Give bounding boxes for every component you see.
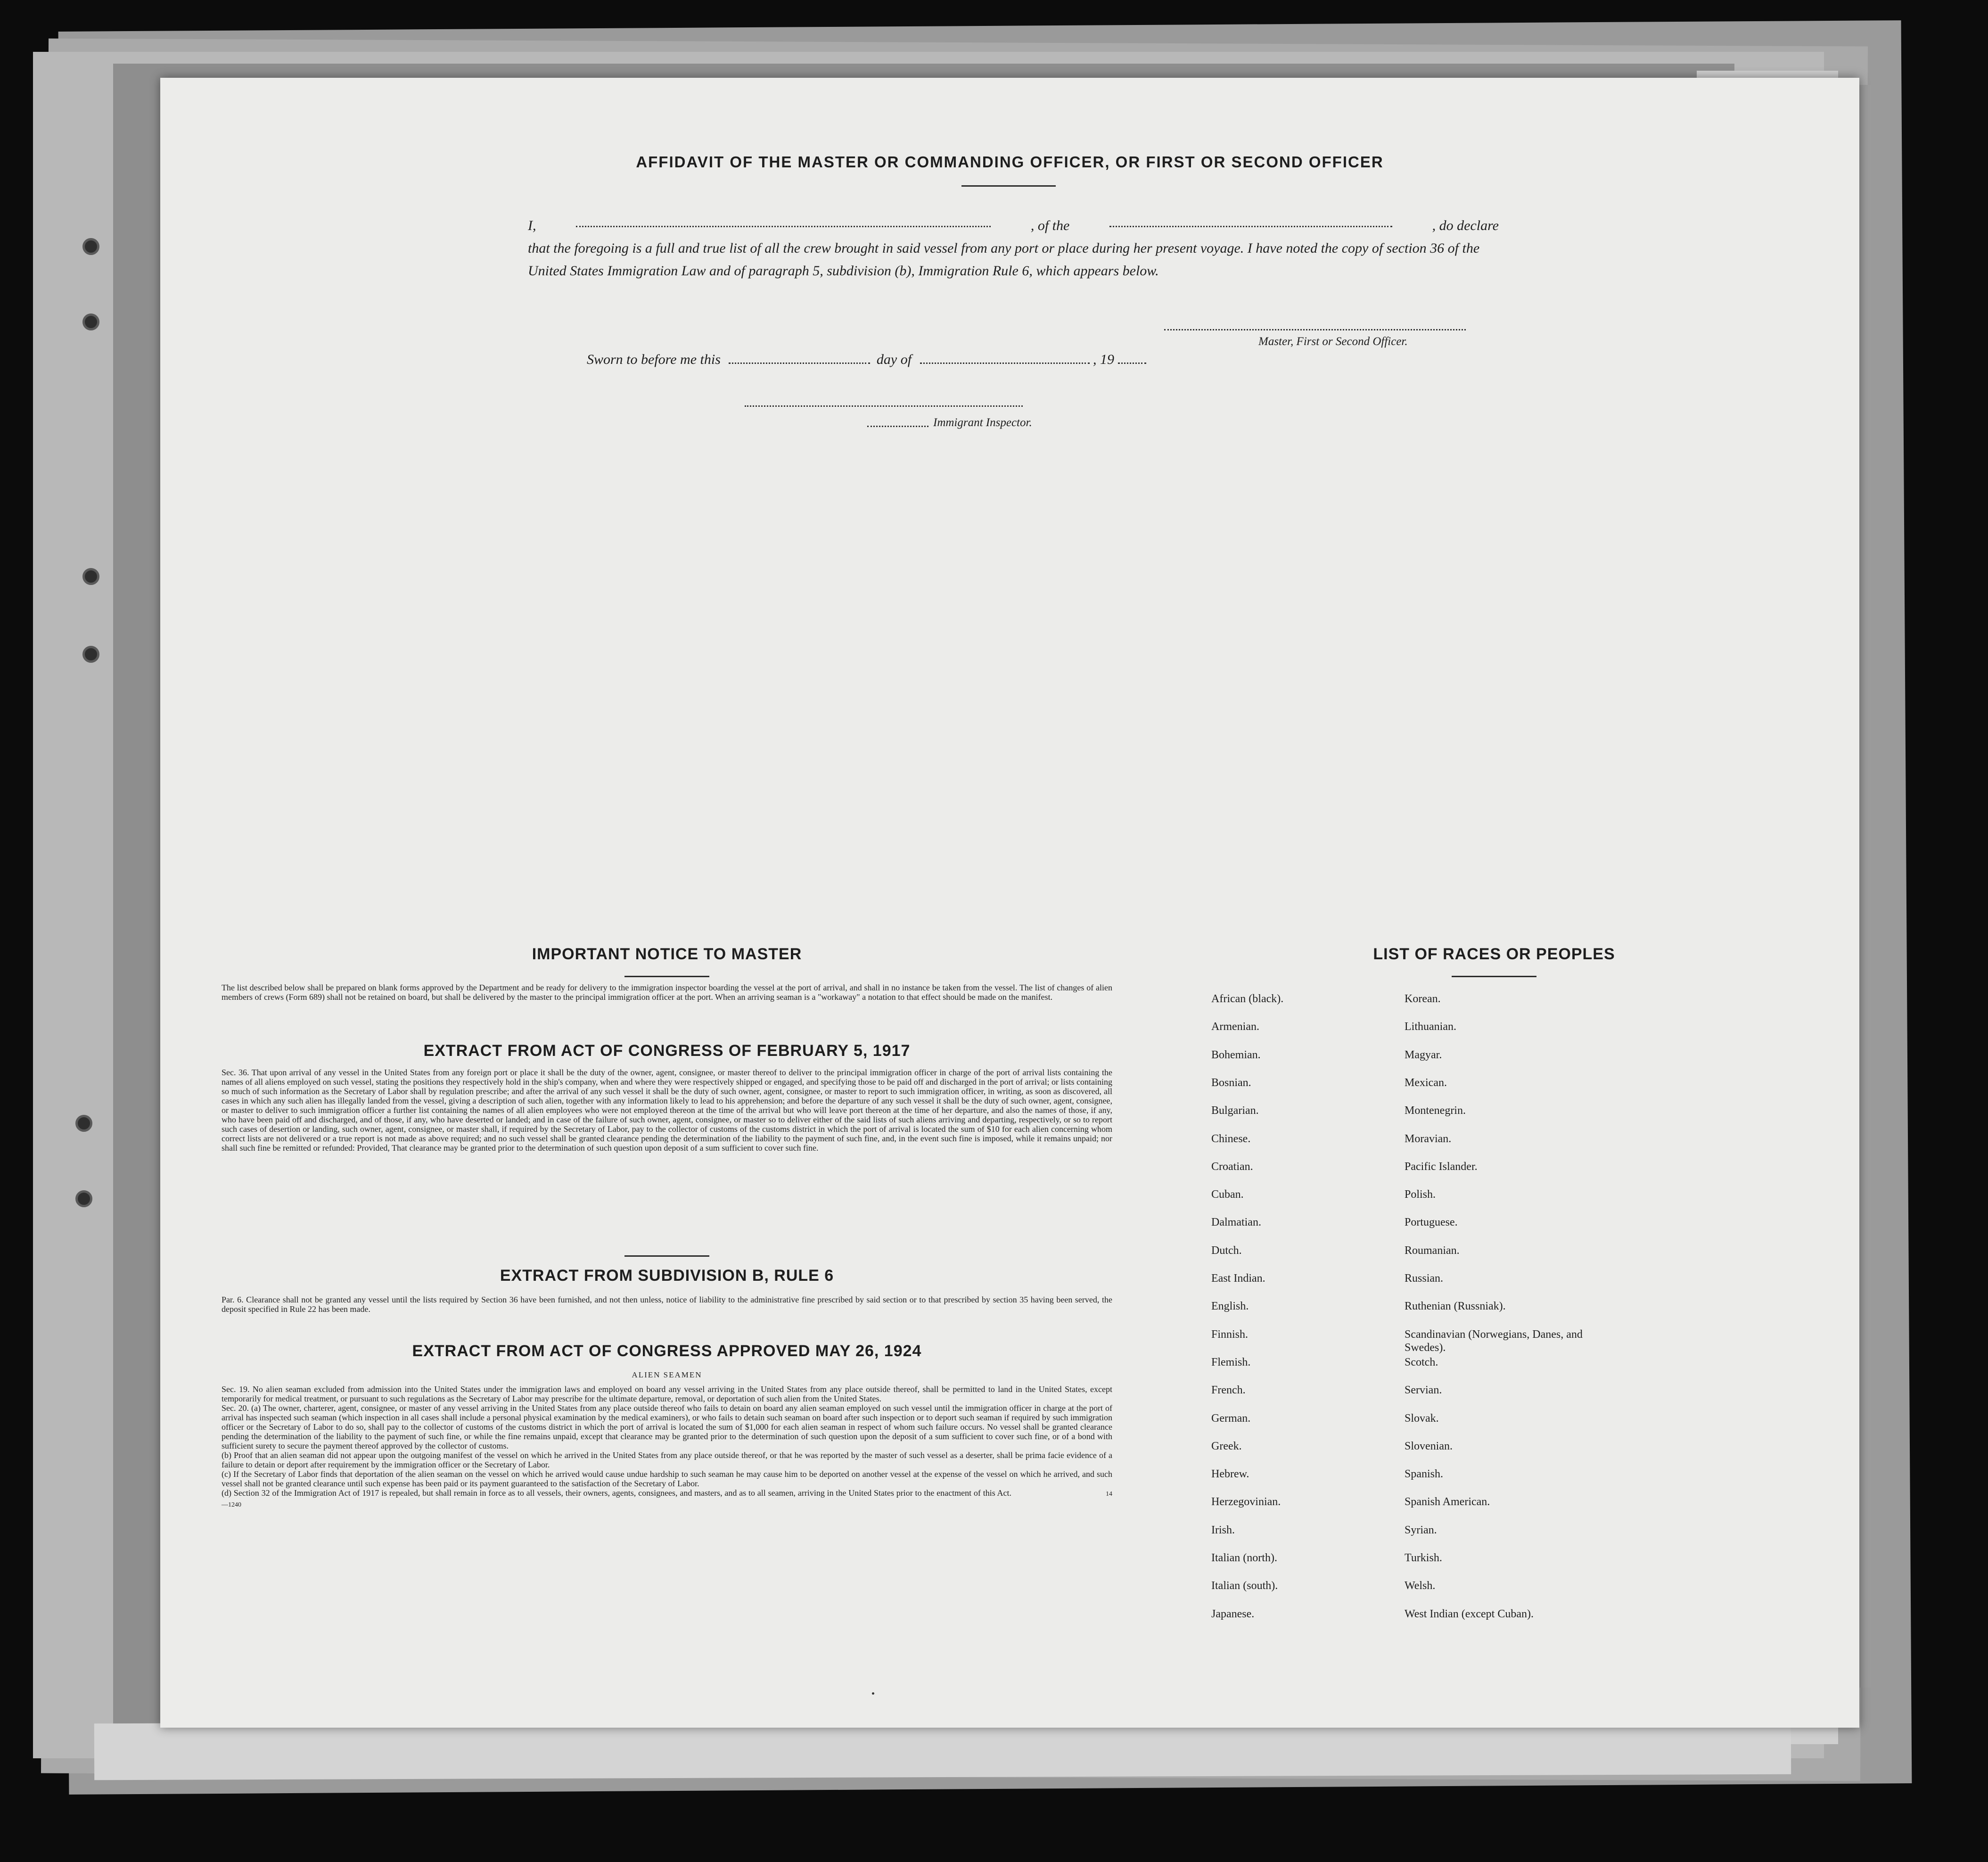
- alien-seamen-subtitle: ALIEN SEAMEN: [632, 1370, 702, 1379]
- race-item: Dutch.: [1211, 1244, 1242, 1257]
- race-item: Italian (south).: [1211, 1580, 1278, 1592]
- sec-20a-text: Sec. 20. (a) The owner, charterer, agent, consignee, or master of any vessel arriving in the United States from any place outside thereof who fails to detain on board any alien seaman employed on such vessel until the immigration officer in charge at the port of arrival has inspected such seaman (which inspection in all cases shall include a personal physical examination by the medical examiners), or who fails to detain such seaman on board after such inspection or to deport such seaman if required by such immigration officer or the Secretary of Labor to do so, shall pay to the collector of customs of the customs district in which the port of arrival is located the sum of $1,000 for each alien seaman in respect of whom such failure occurs. No vessel shall be granted clearance pending the determination of the liability to the payment of such fine, or while the fine remains unpaid, except that clearance may be granted prior to the determination of such question upon the deposit of a sum sufficient to cover such fine, or of a bond with sufficient surety to secure the payment thereof approved by the collector of customs.: [222, 1403, 1112, 1450]
- sec-19-text: Sec. 19. No alien seaman excluded from admission into the United States under the immigration laws and employed on board any vessel arriving in the United States from any place outside thereof, shall be permitted to land in the United States, except temporarily for medical treatment, or pursuant to such regulations as the Secretary of Labor may prescribe for the ultimate departure, removal, or deportation of such alien from the United States.: [222, 1384, 1112, 1403]
- affidavit-title: AFFIDAVIT OF THE MASTER OR COMMANDING OFFICER, OR FIRST OR SECOND OFFICER: [636, 153, 1384, 171]
- race-item: Herzegovinian.: [1211, 1496, 1281, 1508]
- race-item: Croatian.: [1211, 1160, 1253, 1173]
- inspector-name-field[interactable]: [867, 426, 928, 428]
- race-item: Irish.: [1211, 1524, 1235, 1536]
- of-the-label: , of the: [1030, 218, 1070, 233]
- race-item: Russian.: [1405, 1272, 1444, 1285]
- race-item: Dalmatian.: [1211, 1216, 1261, 1229]
- binder-hole: [82, 568, 99, 585]
- race-item: East Indian.: [1211, 1272, 1265, 1285]
- extract-1924-title: EXTRACT FROM ACT OF CONGRESS APPROVED MAY 26, 1924: [412, 1342, 922, 1360]
- form-number: 14—1240: [222, 1491, 1112, 1508]
- officer-name-field[interactable]: [576, 214, 991, 227]
- race-item: Bulgarian.: [1211, 1104, 1259, 1117]
- race-item: Pacific Islander.: [1405, 1160, 1478, 1173]
- races-title: LIST OF RACES OR PEOPLES: [1373, 945, 1615, 963]
- extract-1924-text: [222, 1384, 1112, 1510]
- race-item: English.: [1211, 1300, 1249, 1313]
- extract-1917-text: Sec. 36. That upon arrival of any vessel in the United States from any foreign port or place it shall be the duty of the owner, agent, consignee, or master thereof to deliver to the principal immigration officer in charge of the port of arrival lists containing the names of all aliens employed on such vessel, stating the positions they respectively hold in the ship's company, when and where they were respectively shipped or engaged, and specifying those to be paid off and discharged in the port of arrival; or lists containing so much of such information as the Secretary of Labor shall by regulation prescribe; and after the arrival of any such vessel it shall be the duty of such owner, agent, consignee, or master to report to such immigration officer, in writing, as soon as discovered, all cases in which any such alien has illegally landed from the vessel, giving a description of such alien, together with any information likely to lead to his apprehension; and before the departure of any such vessel it shall be the duty of such owner, agent, consignee, or master to deliver to such immigration officer a further list containing the names of all alien employees who were not employed thereon at the time of the arrival but who will leave port thereon at the time of her departure, and also the names of those, if any, who have been paid off and discharged, and of those, if any, who have deserted or landed; and in case of the failure of such owner, agent, consignee, or master so to deliver either of the said lists of such aliens arriving and departing, respectively, or so to report such cases of desertion or landing, such owner, agent, consignee, or master shall, if required by the Secretary of Labor, pay to the collector of customs of the customs district in which the port of arrival is located the sum of $10 for each alien concerning whom correct lists are not delivered or a true report is not made as above required; and no such vessel shall be granted clearance pending the determination of the liability to the payment of such fine, and, in the event such fine is imposed, while it remains unpaid; nor shall such fine be remitted or refunded: Provided, That clearance may be granted prior to the determination of such question upon deposit of a sum sufficient to cover such fine.: [222, 1068, 1112, 1153]
- sworn-line: [587, 351, 1146, 368]
- race-item: Hebrew.: [1211, 1468, 1249, 1481]
- race-item: Japanese.: [1211, 1607, 1255, 1620]
- binder-hole: [75, 1115, 92, 1132]
- race-item: Chinese.: [1211, 1132, 1251, 1145]
- race-item: Slovenian.: [1405, 1440, 1453, 1452]
- race-item: Magyar.: [1405, 1048, 1442, 1061]
- race-item: Mexican.: [1405, 1076, 1447, 1089]
- inspector-signature-line[interactable]: [745, 405, 1023, 408]
- race-item: Polish.: [1405, 1188, 1436, 1201]
- binder-hole: [75, 1190, 92, 1207]
- sworn-month-field[interactable]: [920, 351, 1090, 364]
- sec-20c-text: (c) If the Secretary of Labor finds that deportation of the alien seaman on the vessel on which he arrived would cause undue hardship to such seaman he may cause him to be deported on another vessel at the expense of the vessel on which he arrived, and such vessel shall not be granted clearance until such expense has been paid or its payment guaranteed to the satisfaction of the Secretary of Labor.: [222, 1469, 1112, 1488]
- race-item: Armenian.: [1211, 1021, 1259, 1033]
- race-item: Finnish.: [1211, 1328, 1249, 1341]
- race-item: Flemish.: [1211, 1356, 1251, 1368]
- section-divider: [624, 1255, 709, 1257]
- race-item: Slovak.: [1405, 1412, 1439, 1425]
- affidavit-body: [528, 214, 1499, 282]
- officer-signature-line[interactable]: [1164, 329, 1466, 331]
- race-item: West Indian (except Cuban).: [1405, 1607, 1534, 1620]
- race-item: Ruthenian (Russniak).: [1405, 1300, 1506, 1313]
- extract-rule6-title: EXTRACT FROM SUBDIVISION B, RULE 6: [500, 1267, 834, 1285]
- declaration-line: [528, 214, 1499, 237]
- officer-caption: Master, First or Second Officer.: [1258, 335, 1408, 348]
- race-item: Montenegrin.: [1405, 1104, 1466, 1117]
- vessel-name-field[interactable]: [1109, 214, 1392, 227]
- race-item: Servian.: [1405, 1384, 1442, 1397]
- sworn-year-field[interactable]: [1118, 351, 1146, 364]
- extract-rule6-text: Par. 6. Clearance shall not be granted any vessel until the lists required by Section 36 have been furnished, and not then unless, notice of liability to the administrative fine prescribed by said section or to that prescribed by section 35 having been served, the deposit specified in Rule 22 has been made.: [222, 1295, 1112, 1314]
- race-item: Bohemian.: [1211, 1048, 1261, 1061]
- race-item: Turkish.: [1405, 1552, 1442, 1564]
- i-label: I,: [528, 218, 536, 233]
- declaration-text: that the foregoing is a full and true list of all the crew brought in said vessel from any port or place during her present voyage. I have noted the copy of section 36 of the United States Immigration Law and of paragraph 5, subdivision (b), Immigration Rule 6, which appears below.: [528, 240, 1480, 279]
- race-item: French.: [1211, 1384, 1246, 1397]
- race-item: Italian (north).: [1211, 1552, 1277, 1564]
- race-item: Cuban.: [1211, 1188, 1244, 1201]
- race-item: Spanish American.: [1405, 1496, 1490, 1508]
- sworn-day-field[interactable]: [729, 351, 870, 364]
- race-item: Bosnian.: [1211, 1076, 1251, 1089]
- sworn-label: Sworn to before me this: [587, 352, 721, 367]
- do-declare-label: , do declare: [1432, 218, 1499, 233]
- speck: [872, 1692, 874, 1695]
- race-item: Scotch.: [1405, 1356, 1438, 1368]
- year-prefix-label: , 19: [1093, 352, 1115, 367]
- race-item: Syrian.: [1405, 1524, 1437, 1536]
- race-item: Spanish.: [1405, 1468, 1444, 1481]
- race-item: Moravian.: [1405, 1132, 1452, 1145]
- sec-20b-text: (b) Proof that an alien seaman did not appear upon the outgoing manifest of the vessel on which he arrived in the United States from any place outside thereof, or that he was reported by the master of such vessel as a deserter, shall be prima facie evidence of a failure to detain or deport after requirement by the immigration officer or the Secretary of Labor.: [222, 1450, 1112, 1469]
- race-item: Scandinavian (Norwegians, Danes, and Swedes).: [1405, 1328, 1583, 1354]
- binder-hole: [82, 646, 99, 663]
- race-item: Portuguese.: [1405, 1216, 1458, 1229]
- notice-underline: [624, 976, 709, 977]
- binder-hole: [82, 313, 99, 330]
- race-item: Korean.: [1405, 993, 1441, 1005]
- races-underline: [1452, 976, 1536, 977]
- race-item: Lithuanian.: [1405, 1021, 1456, 1033]
- race-item: German.: [1211, 1412, 1251, 1425]
- race-item: Greek.: [1211, 1440, 1242, 1452]
- notice-text: The list described below shall be prepared on blank forms approved by the Department and be ready for delivery to the immigration inspector boarding the vessel at the port of arrival, and shall in no instance be taken from the vessel. The list of changes of alien members of crews (Form 689) shall not be retained on board, but shall be delivered by the master to the principal immigration officer at the port. When an arriving seaman is a "workaway" a notation to that effect should be made on the manifest.: [222, 983, 1112, 1002]
- race-item: Welsh.: [1405, 1580, 1436, 1592]
- document-page: [160, 78, 1859, 1728]
- title-underline: [961, 185, 1056, 187]
- binder-hole: [82, 238, 99, 255]
- race-item: Roumanian.: [1405, 1244, 1460, 1257]
- extract-1917-title: EXTRACT FROM ACT OF CONGRESS OF FEBRUARY 5, 1917: [423, 1042, 911, 1060]
- sec-20d-text: (d) Section 32 of the Immigration Act of 1917 is repealed, but shall remain in force as to all vessels, their owners, agents, consignees, and masters, and as to all seamen, arriving in the United States prior to the enactment of this Act. 14—1240: [222, 1488, 1112, 1508]
- race-item: African (black).: [1211, 993, 1284, 1005]
- inspector-caption: Immigrant Inspector.: [933, 416, 1032, 429]
- notice-title: IMPORTANT NOTICE TO MASTER: [532, 945, 802, 963]
- day-of-label: day of: [876, 352, 912, 367]
